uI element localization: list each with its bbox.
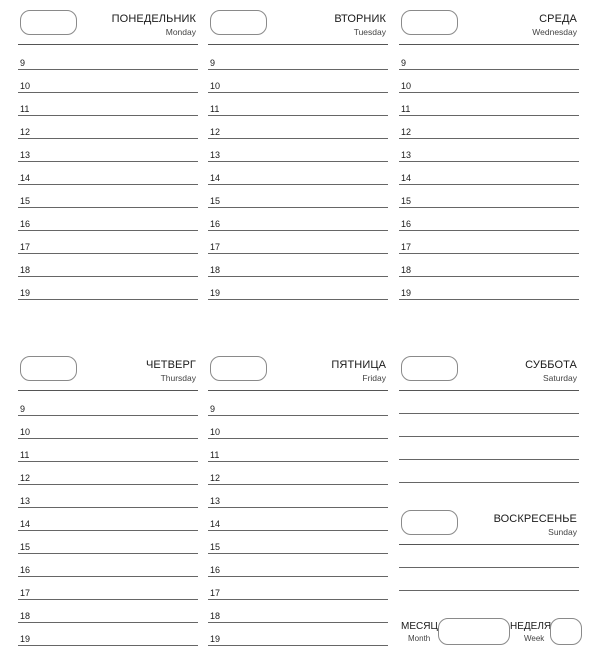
day-sunday — [399, 500, 579, 614]
day-name-ru: ПЯТНИЦА — [331, 359, 386, 371]
hour-label: 19 — [401, 288, 412, 298]
hour-label: 13 — [401, 150, 412, 160]
day-header — [399, 346, 579, 391]
hour-label: 11 — [20, 104, 30, 114]
hour-label: 14 — [210, 519, 221, 529]
hour-row[interactable] — [399, 70, 579, 93]
hour-label: 17 — [401, 242, 412, 252]
hour-label: 15 — [401, 196, 412, 206]
hour-label: 11 — [210, 450, 220, 460]
day-name-en: Sunday — [548, 527, 577, 537]
day-name-en: Friday — [362, 373, 386, 383]
hour-label: 18 — [20, 265, 31, 275]
hour-label: 19 — [20, 634, 31, 644]
note-line[interactable] — [399, 545, 579, 568]
hour-label: 11 — [210, 104, 220, 114]
hour-row[interactable] — [18, 393, 198, 416]
hour-row[interactable] — [399, 277, 579, 300]
hour-label: 12 — [210, 473, 221, 483]
hour-row[interactable] — [208, 416, 388, 439]
hour-label: 9 — [20, 404, 26, 414]
day-name-ru: ВТОРНИК — [334, 13, 386, 25]
hour-label: 16 — [210, 565, 221, 575]
hour-row[interactable] — [399, 254, 579, 277]
week-field-group — [510, 618, 582, 646]
hour-label: 12 — [20, 127, 31, 137]
hour-row[interactable] — [399, 47, 579, 70]
hour-row[interactable] — [208, 623, 388, 646]
hour-row[interactable] — [208, 116, 388, 139]
hour-row[interactable] — [18, 623, 198, 646]
hour-row[interactable] — [18, 47, 198, 70]
hour-row[interactable] — [18, 254, 198, 277]
hour-label: 12 — [210, 127, 221, 137]
hour-label: 19 — [210, 288, 221, 298]
day-name-ru: СРЕДА — [539, 13, 577, 25]
day-name-ru: ЧЕТВЕРГ — [145, 359, 196, 371]
hour-label: 14 — [20, 173, 31, 183]
hour-label: 14 — [20, 519, 31, 529]
hour-label: 15 — [210, 542, 221, 552]
day-wednesday — [399, 0, 579, 300]
note-line[interactable] — [399, 437, 579, 460]
note-line[interactable] — [399, 568, 579, 591]
hour-row[interactable] — [208, 508, 388, 531]
hour-row[interactable] — [208, 554, 388, 577]
note-lines — [399, 545, 579, 614]
hour-row[interactable] — [18, 508, 198, 531]
hour-label: 10 — [210, 427, 221, 437]
hour-row[interactable] — [18, 416, 198, 439]
hour-row[interactable] — [18, 485, 198, 508]
month-field[interactable] — [438, 618, 510, 645]
day-header — [399, 500, 579, 545]
hour-label: 14 — [401, 173, 412, 183]
hour-label: 16 — [401, 219, 412, 229]
hour-row[interactable] — [208, 185, 388, 208]
day-friday — [208, 346, 388, 646]
hour-row[interactable] — [208, 485, 388, 508]
hour-row[interactable] — [208, 462, 388, 485]
hour-row[interactable] — [208, 577, 388, 600]
hour-row[interactable] — [399, 116, 579, 139]
day-name-ru: СУББОТА — [525, 359, 577, 371]
hour-label: 10 — [20, 81, 31, 91]
day-thursday — [18, 346, 198, 646]
hour-label: 10 — [20, 427, 31, 437]
day-name-en: Wednesday — [532, 27, 577, 37]
day-tuesday — [208, 0, 388, 300]
hour-label: 15 — [210, 196, 221, 206]
month-label-ru: МЕСЯЦ — [401, 621, 438, 632]
hour-row[interactable] — [18, 185, 198, 208]
hour-label: 9 — [210, 404, 216, 414]
hour-label: 12 — [401, 127, 412, 137]
hour-row[interactable] — [18, 93, 198, 116]
date-field[interactable] — [20, 356, 77, 381]
day-monday — [18, 0, 198, 300]
note-line[interactable] — [399, 460, 579, 483]
hour-label: 16 — [20, 565, 31, 575]
hour-row[interactable] — [208, 277, 388, 300]
hour-label: 13 — [20, 496, 31, 506]
hour-row[interactable] — [208, 231, 388, 254]
day-name-ru: ПОНЕДЕЛЬНИК — [111, 13, 196, 25]
hour-label: 9 — [210, 58, 216, 68]
hour-row[interactable] — [18, 70, 198, 93]
hour-label: 11 — [401, 104, 411, 114]
day-header — [208, 0, 388, 45]
hour-row[interactable] — [18, 439, 198, 462]
hour-label: 18 — [401, 265, 412, 275]
hour-row[interactable] — [208, 531, 388, 554]
day-name-en: Thursday — [160, 373, 196, 383]
day-saturday — [399, 346, 579, 483]
day-name-ru: ВОСКРЕСЕНЬЕ — [493, 513, 577, 525]
date-field[interactable] — [20, 10, 77, 35]
month-field-group — [401, 618, 511, 646]
hour-row[interactable] — [208, 47, 388, 70]
hour-label: 9 — [20, 58, 26, 68]
day-name-en: Monday — [165, 27, 196, 37]
hour-row[interactable] — [18, 462, 198, 485]
hour-row[interactable] — [399, 208, 579, 231]
note-line[interactable] — [399, 591, 579, 614]
hour-row[interactable] — [208, 162, 388, 185]
date-field[interactable] — [401, 356, 458, 381]
hour-label: 14 — [210, 173, 221, 183]
hour-label: 11 — [20, 450, 30, 460]
hour-label: 16 — [210, 219, 221, 229]
note-lines — [399, 391, 579, 483]
hour-row[interactable] — [399, 93, 579, 116]
hour-row[interactable] — [208, 70, 388, 93]
hour-label: 18 — [20, 611, 31, 621]
day-header — [208, 346, 388, 391]
day-name-en: Tuesday — [353, 27, 386, 37]
hour-label: 10 — [210, 81, 221, 91]
hour-lines — [18, 47, 198, 300]
hour-row[interactable] — [18, 554, 198, 577]
hour-row[interactable] — [208, 254, 388, 277]
hour-label: 12 — [20, 473, 31, 483]
hour-lines — [208, 393, 388, 646]
hour-row[interactable] — [399, 231, 579, 254]
hour-label: 16 — [20, 219, 31, 229]
hour-row[interactable] — [208, 600, 388, 623]
date-field[interactable] — [210, 10, 267, 35]
hour-row[interactable] — [208, 93, 388, 116]
day-name-en: Saturday — [542, 373, 577, 383]
date-field[interactable] — [401, 10, 458, 35]
note-line[interactable] — [399, 391, 579, 414]
hour-lines — [18, 393, 198, 646]
hour-label: 19 — [20, 288, 31, 298]
hour-label: 13 — [210, 150, 221, 160]
hour-label: 18 — [210, 265, 221, 275]
day-header — [399, 0, 579, 45]
hour-lines — [208, 47, 388, 300]
hour-row[interactable] — [18, 116, 198, 139]
week-label-en: Week — [524, 634, 545, 643]
day-header — [18, 346, 198, 391]
week-label-ru: НЕДЕЛЯ — [510, 621, 552, 632]
hour-row[interactable] — [399, 162, 579, 185]
hour-label: 17 — [20, 242, 31, 252]
date-field[interactable] — [210, 356, 267, 381]
hour-lines — [399, 47, 579, 300]
hour-row[interactable] — [399, 139, 579, 162]
hour-row[interactable] — [18, 531, 198, 554]
hour-label: 10 — [401, 81, 412, 91]
hour-row[interactable] — [208, 208, 388, 231]
hour-label: 17 — [210, 242, 221, 252]
hour-row[interactable] — [18, 139, 198, 162]
hour-label: 9 — [401, 58, 407, 68]
date-field[interactable] — [401, 510, 458, 535]
day-header — [18, 0, 198, 45]
hour-label: 19 — [210, 634, 221, 644]
month-label-en: Month — [408, 634, 431, 643]
hour-label: 15 — [20, 542, 31, 552]
hour-label: 17 — [210, 588, 221, 598]
hour-label: 18 — [210, 611, 221, 621]
hour-row[interactable] — [18, 277, 198, 300]
hour-row[interactable] — [208, 439, 388, 462]
hour-row[interactable] — [18, 162, 198, 185]
hour-label: 13 — [20, 150, 31, 160]
hour-row[interactable] — [208, 139, 388, 162]
hour-row[interactable] — [399, 185, 579, 208]
hour-row[interactable] — [18, 600, 198, 623]
hour-label: 15 — [20, 196, 31, 206]
hour-label: 13 — [210, 496, 221, 506]
week-field[interactable] — [550, 618, 582, 645]
hour-row[interactable] — [208, 393, 388, 416]
hour-row[interactable] — [18, 577, 198, 600]
hour-row[interactable] — [18, 208, 198, 231]
note-line[interactable] — [399, 414, 579, 437]
hour-label: 17 — [20, 588, 31, 598]
hour-row[interactable] — [18, 231, 198, 254]
